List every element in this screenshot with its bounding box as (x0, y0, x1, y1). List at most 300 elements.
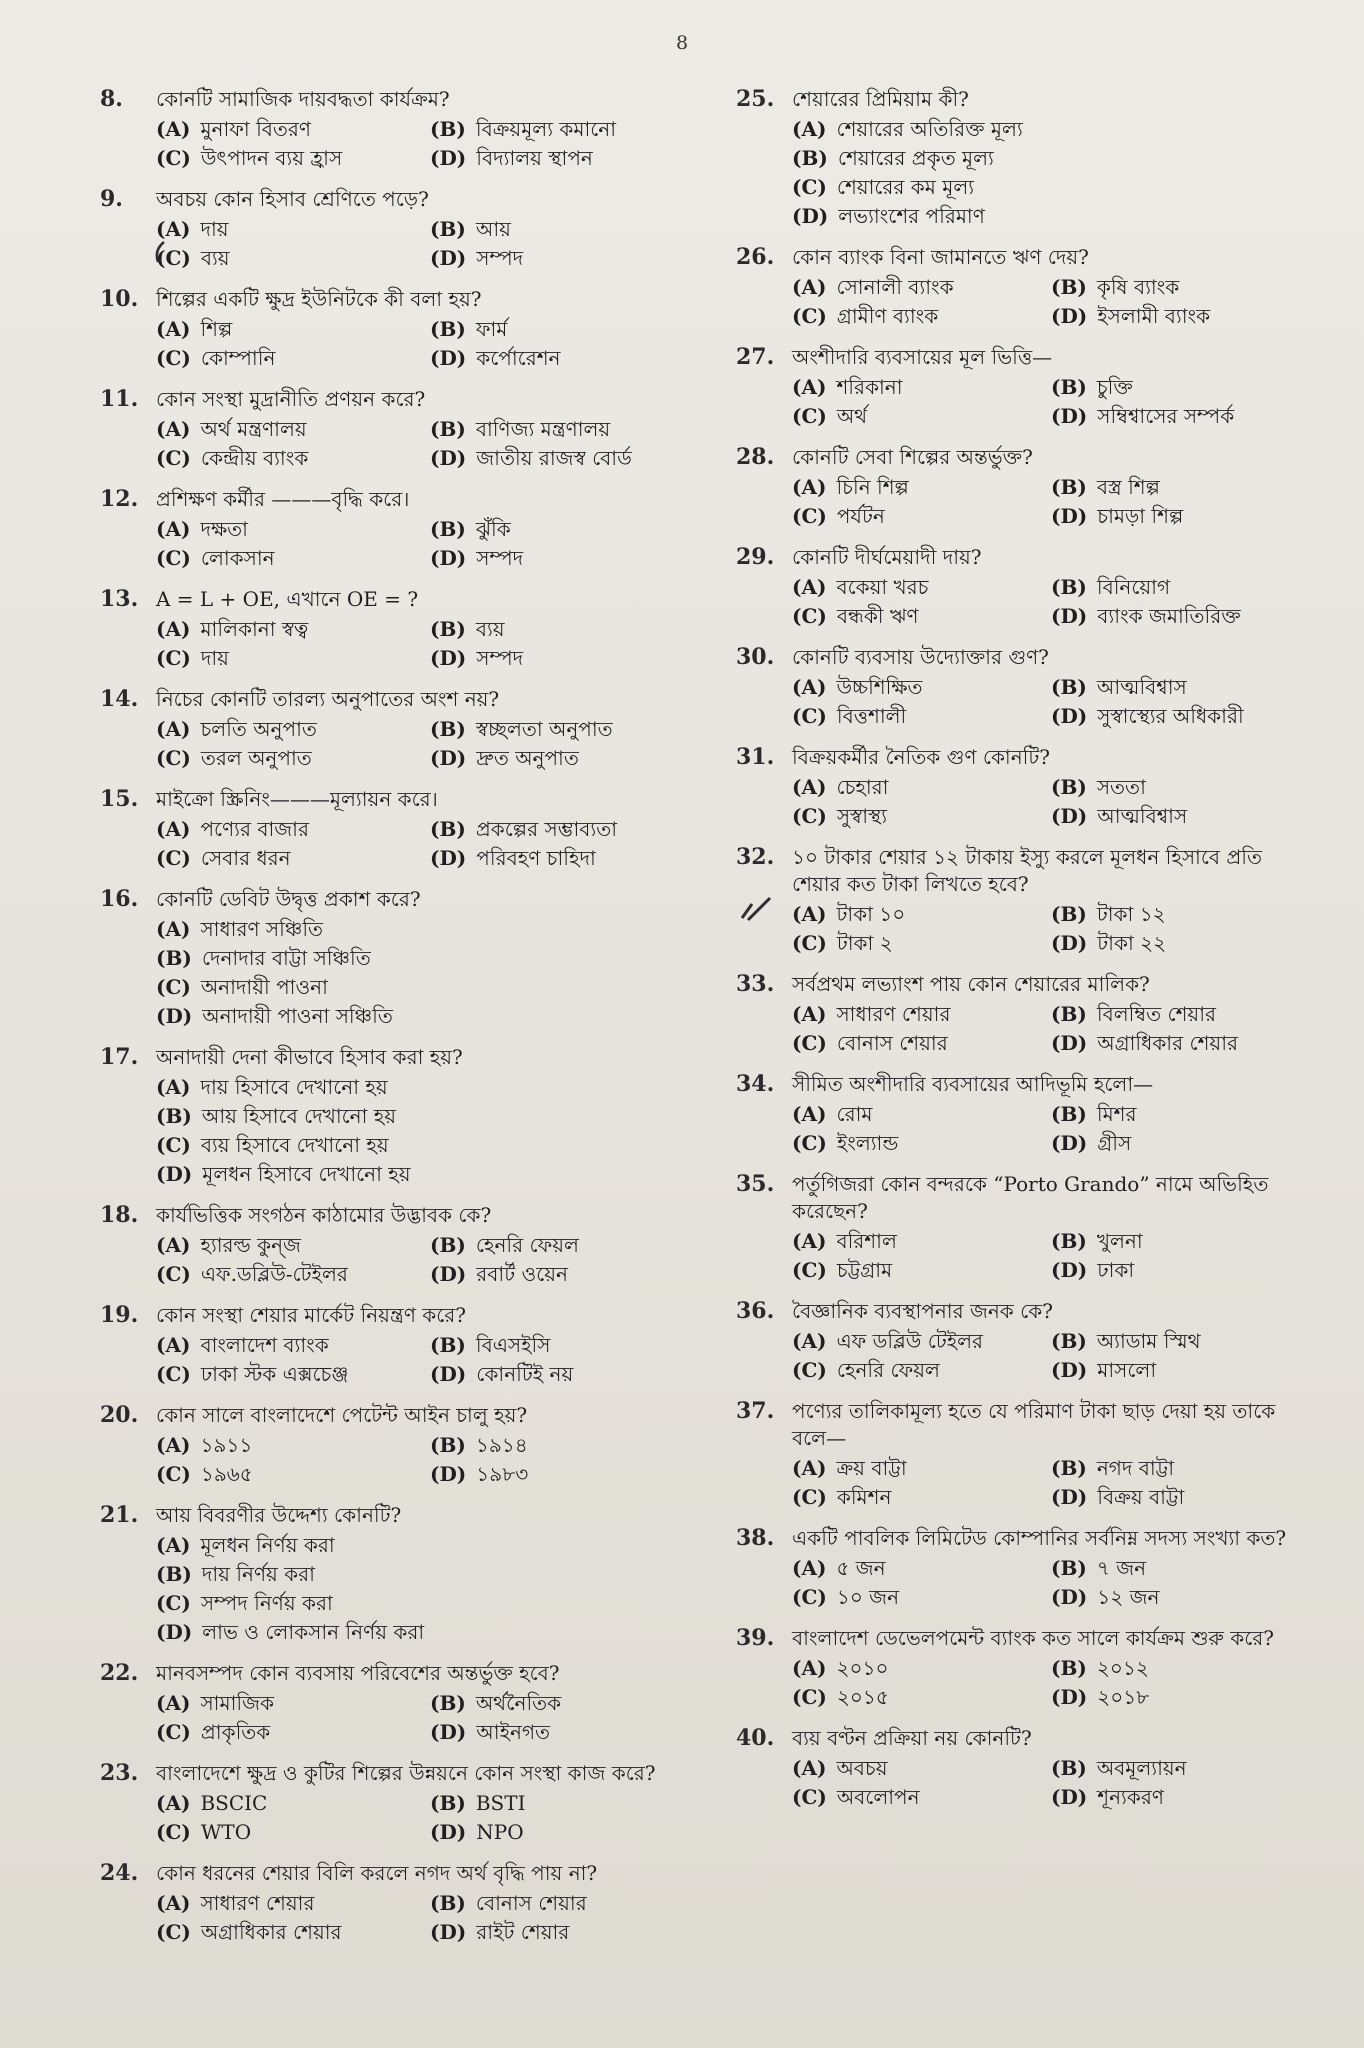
answer-option (430, 245, 690, 272)
answer-option (430, 116, 690, 143)
question-text: অনাদায়ী দেনা কীভাবে হিসাব করা হয়? (156, 1045, 463, 1069)
option-text: বিক্রয় বাট্টা (1097, 1485, 1185, 1509)
option-text: কমিশন (836, 1485, 892, 1509)
question-header (736, 1398, 1296, 1452)
question-header (736, 344, 1296, 371)
option-text: সম্পদ নির্ণয় করা (200, 1591, 333, 1615)
option-text: NPO (476, 1820, 524, 1844)
option-text: ১২ জন (1097, 1585, 1160, 1609)
question-header (100, 1402, 690, 1429)
option-letter: (A) (792, 117, 827, 141)
option-text: সোনালী ব্যাংক (836, 275, 954, 299)
option-text: দায় হিসাবে দেখানো হয় (200, 1075, 388, 1099)
answer-option (430, 616, 690, 643)
option-text: বন্ধকী ঋণ (836, 604, 919, 628)
answer-option (156, 1561, 690, 1588)
option-letter: (C) (156, 1133, 191, 1157)
option-letter: (A) (156, 117, 191, 141)
question-number: 18. (100, 1202, 139, 1228)
question-number: 36. (736, 1298, 775, 1324)
option-text: লোকসান (200, 546, 275, 570)
answer-option (430, 745, 690, 772)
option-text: বিত্তশালী (836, 704, 907, 728)
question-item (100, 1760, 690, 1846)
option-letter: (A) (792, 1329, 827, 1353)
answer-option (792, 1684, 1037, 1711)
option-letter: (C) (156, 1820, 191, 1844)
option-letter: (C) (792, 604, 827, 628)
option-letter: (B) (1051, 1556, 1087, 1580)
question-item (100, 86, 690, 172)
answer-option (1051, 374, 1296, 401)
option-text: প্রকল্পের সম্ভাব্যতা (475, 817, 618, 841)
question-text: বিক্রয়কর্মীর নৈতিক গুণ কোনটি? (792, 745, 1051, 769)
page-number: 8 (675, 32, 689, 54)
option-letter: (C) (792, 304, 827, 328)
option-letter: (A) (156, 517, 191, 541)
option-letter: (D) (430, 1720, 467, 1744)
question-text: বাংলাদেশ ডেভেলপমেন্ট ব্যাংক কত সালে কার্যক্রম শুরু করে? (792, 1626, 1274, 1650)
answer-option (156, 1819, 416, 1846)
option-letter: (D) (430, 1920, 467, 1944)
question-number: 27. (736, 344, 775, 370)
option-text: ২০১০ (836, 1656, 889, 1680)
option-list (156, 216, 690, 272)
option-letter: (C) (792, 704, 827, 728)
option-list (792, 774, 1296, 830)
answer-option (430, 645, 690, 672)
option-text: ক্রয় বাট্টা (836, 1456, 907, 1480)
option-text: অনাদায়ী পাওনা (200, 975, 328, 999)
answer-option (1051, 1101, 1296, 1128)
answer-option (430, 445, 690, 472)
answer-option (1051, 803, 1296, 830)
question-header (100, 1660, 690, 1687)
option-text: দায় (200, 646, 229, 670)
option-letter: (D) (1051, 1131, 1088, 1155)
option-letter: (C) (156, 1362, 191, 1386)
answer-option (156, 116, 416, 143)
option-text: মুনাফা বিতরণ (200, 117, 312, 141)
option-letter: (B) (430, 417, 466, 441)
option-list (792, 901, 1296, 957)
answer-option (792, 116, 1296, 143)
option-text: ১০ জন (836, 1585, 900, 1609)
answer-option (792, 901, 1037, 928)
question-number: 11. (100, 386, 139, 412)
option-letter: (C) (156, 546, 191, 570)
question-header (736, 444, 1296, 471)
option-letter: (C) (792, 1585, 827, 1609)
option-list (156, 1332, 690, 1388)
option-text: অনাদায়ী পাওনা সঞ্চিতি (202, 1004, 393, 1028)
option-letter: (A) (156, 1433, 191, 1457)
question-text: A = L + OE, এখানে OE = ? (156, 587, 419, 611)
option-letter: (B) (1051, 575, 1087, 599)
option-letter: (D) (1051, 1031, 1088, 1055)
option-text: ৭ জন (1096, 1556, 1147, 1580)
answer-option (792, 303, 1037, 330)
left-question-column (100, 86, 690, 1960)
question-text: কোনটি দীর্ঘমেয়াদী দায়? (792, 545, 982, 569)
answer-option (1051, 674, 1296, 701)
handwritten-tick-icon (150, 240, 172, 264)
answer-option (1051, 1357, 1296, 1384)
question-text: কোনটি সামাজিক দায়বদ্ধতা কার্যক্রম? (156, 87, 450, 111)
answer-option (430, 1719, 690, 1746)
answer-option (156, 1232, 416, 1259)
option-text: টাকা ১২ (1096, 902, 1166, 926)
option-list (156, 716, 690, 772)
option-text: অবচয় (836, 1756, 888, 1780)
answer-option (1051, 1328, 1296, 1355)
answer-option (430, 1261, 690, 1288)
question-text: একটি পাবলিক লিমিটেড কোম্পানির সর্বনিম্ন সদস্য সংখ্যা কত? (792, 1526, 1287, 1550)
option-text: ঢাকা স্টক এক্সচেঞ্জ (200, 1362, 349, 1386)
answer-option (156, 816, 416, 843)
question-text: পণ্যের তালিকামূল্য হতে যে পরিমাণ টাকা ছাড় দেয়া হয় তাকে বলে— (792, 1399, 1276, 1450)
option-letter: (D) (1051, 804, 1088, 828)
question-number: 28. (736, 444, 775, 470)
question-number: 17. (100, 1044, 139, 1070)
option-letter: (C) (156, 146, 191, 170)
question-item (736, 1525, 1296, 1611)
question-item (100, 586, 690, 672)
option-text: এফ ডব্লিউ টেইলর (836, 1329, 984, 1353)
answer-option (156, 345, 416, 372)
option-text: ইসলামী ব্যাংক (1097, 304, 1211, 328)
answer-option (430, 845, 690, 872)
option-letter: (A) (156, 1891, 191, 1915)
question-header (100, 586, 690, 613)
option-letter: (D) (1051, 304, 1088, 328)
question-header (736, 86, 1296, 113)
option-text: রাইট শেয়ার (476, 1920, 570, 1944)
option-list (792, 1555, 1296, 1611)
option-letter: (B) (430, 817, 466, 841)
answer-option (430, 716, 690, 743)
option-text: চিনি শিল্প (836, 475, 909, 499)
option-letter: (A) (156, 1791, 191, 1815)
question-item (736, 344, 1296, 430)
option-text: ঢাকা (1097, 1258, 1135, 1282)
option-letter: (B) (1051, 675, 1087, 699)
answer-option (1051, 1555, 1296, 1582)
option-letter: (C) (792, 804, 827, 828)
option-text: হেনরি ফেয়ল (475, 1233, 579, 1257)
question-number: 31. (736, 744, 775, 770)
question-header (100, 186, 690, 213)
answer-option (792, 374, 1037, 401)
option-letter: (A) (792, 775, 827, 799)
option-text: বিনিয়োগ (1096, 575, 1171, 599)
answer-option (792, 574, 1037, 601)
option-list (792, 574, 1296, 630)
option-letter: (B) (430, 1233, 466, 1257)
option-letter: (A) (156, 417, 191, 441)
option-text: BSCIC (200, 1791, 268, 1815)
question-header (100, 786, 690, 813)
option-letter: (D) (1051, 1258, 1088, 1282)
answer-option (156, 845, 416, 872)
question-item (100, 1402, 690, 1488)
option-list (156, 516, 690, 572)
answer-option (430, 1332, 690, 1359)
answer-option (430, 145, 690, 172)
question-number: 32. (736, 844, 775, 870)
answer-option (1051, 1455, 1296, 1482)
question-number: 22. (100, 1660, 139, 1686)
option-letter: (C) (792, 1785, 827, 1809)
answer-option (156, 616, 416, 643)
answer-option (792, 1555, 1037, 1582)
answer-option (430, 1461, 690, 1488)
answer-option (156, 216, 416, 243)
option-text: আয় (475, 217, 511, 241)
answer-option (156, 945, 690, 972)
option-letter: (B) (430, 1433, 466, 1457)
question-text: কোন সংস্থা শেয়ার মার্কেট নিয়ন্ত্রণ করে? (156, 1303, 467, 1327)
option-letter: (A) (156, 317, 191, 341)
question-item (736, 1625, 1296, 1711)
answer-option (156, 1919, 416, 1946)
option-text: সাধারণ শেয়ার (836, 1002, 951, 1026)
option-letter: (B) (1051, 1329, 1087, 1353)
option-list (156, 1432, 690, 1488)
option-letter: (B) (430, 217, 466, 241)
answer-option (1051, 1484, 1296, 1511)
option-letter: (D) (430, 1262, 467, 1286)
option-letter: (C) (156, 1720, 191, 1744)
option-text: বিএসইসি (475, 1333, 551, 1357)
option-letter: (A) (156, 617, 191, 641)
answer-option (156, 545, 416, 572)
option-text: জাতীয় রাজস্ব বোর্ড (476, 446, 632, 470)
answer-option (156, 1132, 690, 1159)
option-letter: (C) (156, 246, 191, 270)
option-text: চলতি অনুপাত (200, 717, 317, 741)
option-text: বস্ত্র শিল্প (1096, 475, 1160, 499)
answer-option (792, 503, 1037, 530)
option-list (792, 1755, 1296, 1811)
option-letter: (B) (1051, 475, 1087, 499)
question-text: কোনটি সেবা শিল্পের অন্তর্ভুক্ত? (792, 445, 1033, 469)
option-letter: (C) (156, 1591, 191, 1615)
option-text: গ্রীস (1097, 1131, 1132, 1155)
question-header (100, 686, 690, 713)
answer-option (156, 1619, 690, 1646)
option-text: ১৯১১ (200, 1433, 253, 1457)
answer-option (1051, 574, 1296, 601)
option-text: উৎপাদন ব্যয় হ্রাস (200, 146, 343, 170)
option-text: মূলধন হিসাবে দেখানো হয় (202, 1162, 411, 1186)
option-text: কর্পোরেশন (476, 346, 561, 370)
question-header (100, 1302, 690, 1329)
option-list (156, 816, 690, 872)
option-text: চুক্তি (1096, 375, 1133, 399)
question-number: 33. (736, 971, 775, 997)
answer-option (156, 1161, 690, 1188)
option-text: ইংল্যান্ড (836, 1131, 899, 1155)
answer-option (430, 345, 690, 372)
option-letter: (A) (792, 575, 827, 599)
question-item (736, 1298, 1296, 1384)
answer-option (1051, 1228, 1296, 1255)
answer-option (792, 174, 1296, 201)
option-letter: (A) (156, 1333, 191, 1357)
option-letter: (B) (1051, 1229, 1087, 1253)
option-text: কোনটিই নয় (476, 1362, 574, 1386)
question-header (100, 1860, 690, 1887)
option-letter: (A) (792, 1229, 827, 1253)
answer-option (792, 774, 1037, 801)
option-list (156, 1074, 690, 1188)
answer-option (430, 1432, 690, 1459)
option-text: সততা (1096, 775, 1146, 799)
option-text: শূন্যকরণ (1097, 1785, 1164, 1809)
option-letter: (B) (1051, 1756, 1087, 1780)
question-item (100, 486, 690, 572)
option-letter: (D) (430, 1820, 467, 1844)
answer-option (156, 916, 690, 943)
option-letter: (B) (156, 1104, 192, 1128)
option-text: বরিশাল (836, 1229, 897, 1253)
answer-option (1051, 1684, 1296, 1711)
answer-option (156, 1461, 416, 1488)
answer-option (430, 1819, 690, 1846)
option-text: আত্মবিশ্বাস (1096, 675, 1187, 699)
option-text: মিশর (1096, 1102, 1137, 1126)
option-letter: (D) (1051, 504, 1088, 528)
question-header (100, 486, 690, 513)
question-header (736, 644, 1296, 671)
option-list (792, 116, 1296, 230)
option-text: ব্যাংক জমাতিরিক্ত (1097, 604, 1241, 628)
question-number: 40. (736, 1725, 775, 1751)
answer-option (430, 416, 690, 443)
answer-option (156, 1719, 416, 1746)
question-header (100, 1044, 690, 1071)
option-text: চামড়া শিল্প (1097, 504, 1184, 528)
question-header (100, 1202, 690, 1229)
question-item (100, 386, 690, 472)
option-text: হ্যারল্ড কুন্জ (200, 1233, 301, 1257)
option-text: পরিবহণ চাহিদা (476, 846, 596, 870)
question-item (100, 1860, 690, 1946)
question-text: পর্তুগিজরা কোন বন্দরকে “Porto Grando” নামে অভিহিত করেছেন? (792, 1172, 1269, 1223)
option-letter: (B) (1051, 1002, 1087, 1026)
question-text: আয় বিবরণীর উদ্দেশ্য কোনটি? (156, 1503, 402, 1527)
option-text: হেনরি ফেয়ল (836, 1358, 940, 1382)
answer-option (792, 1784, 1037, 1811)
answer-option (792, 930, 1037, 957)
option-letter: (C) (156, 1462, 191, 1486)
answer-option (792, 403, 1037, 430)
option-text: শেয়ারের অতিরিক্ত মূল্য (836, 117, 1023, 141)
option-letter: (B) (430, 1333, 466, 1357)
option-letter: (A) (792, 1002, 827, 1026)
question-number: 37. (736, 1398, 775, 1424)
option-list (156, 916, 690, 1030)
option-letter: (D) (1051, 1685, 1088, 1709)
option-letter: (A) (792, 475, 827, 499)
question-header (736, 1298, 1296, 1325)
option-letter: (A) (792, 1102, 827, 1126)
answer-option (156, 1590, 690, 1617)
answer-option (792, 1584, 1037, 1611)
option-text: শেয়ারের কম মূল্য (836, 175, 975, 199)
option-text: মূলধন নির্ণয় করা (200, 1533, 335, 1557)
answer-option (1051, 901, 1296, 928)
option-letter: (C) (156, 975, 191, 999)
answer-option (430, 216, 690, 243)
question-number: 19. (100, 1302, 139, 1328)
option-text: এফ.ডব্লিউ-টেইলর (200, 1262, 348, 1286)
option-text: নগদ বাট্টা (1096, 1456, 1175, 1480)
option-letter: (C) (156, 1920, 191, 1944)
option-letter: (D) (1051, 1785, 1088, 1809)
question-item (100, 786, 690, 872)
option-text: অ্যাডাম স্মিথ (1096, 1329, 1201, 1353)
question-text: কোনটি ব্যবসায় উদ্যোক্তার গুণ? (792, 645, 1049, 669)
option-letter: (D) (430, 846, 467, 870)
answer-option (156, 145, 416, 172)
answer-option (792, 1484, 1037, 1511)
option-letter: (A) (156, 1691, 191, 1715)
question-header (736, 244, 1296, 271)
option-text: রোম (836, 1102, 873, 1126)
option-text: স্বচ্ছলতা অনুপাত (475, 717, 613, 741)
answer-option (792, 1257, 1037, 1284)
option-letter: (B) (430, 617, 466, 641)
question-header (100, 386, 690, 413)
option-text: কেন্দ্রীয় ব্যাংক (200, 446, 309, 470)
answer-option (1051, 703, 1296, 730)
answer-option (430, 1690, 690, 1717)
option-text: লভ্যাংশের পরিমাণ (838, 204, 985, 228)
question-text: কোনটি ডেবিট উদ্বৃত্ত প্রকাশ করে? (156, 887, 421, 911)
option-letter: (C) (792, 1685, 827, 1709)
option-list (156, 1232, 690, 1288)
right-question-column (736, 86, 1296, 1825)
option-text: উচ্চশিক্ষিত (836, 675, 923, 699)
option-text: ৫ জন (836, 1556, 886, 1580)
option-text: সম্পদ (476, 246, 524, 270)
option-text: ১৯১৪ (475, 1433, 528, 1457)
option-text: ২০১২ (1096, 1656, 1149, 1680)
answer-option (1051, 930, 1296, 957)
question-number: 24. (100, 1860, 139, 1886)
option-text: বোনাস শেয়ার (836, 1031, 948, 1055)
option-text: বাণিজ্য মন্ত্রণালয় (475, 417, 611, 441)
answer-option (156, 416, 416, 443)
option-text: শিল্প (200, 317, 233, 341)
option-text: তরল অনুপাত (200, 746, 312, 770)
answer-option (1051, 1257, 1296, 1284)
question-item (100, 1202, 690, 1288)
question-number: 23. (100, 1760, 139, 1786)
option-letter: (B) (1051, 902, 1087, 926)
option-text: শরিকানা (836, 375, 903, 399)
answer-option (156, 716, 416, 743)
answer-option (792, 1328, 1037, 1355)
option-letter: (B) (430, 317, 466, 341)
option-text: দেনাদার বাট্টা সঞ্চিতি (201, 946, 371, 970)
answer-option (792, 1455, 1037, 1482)
question-text: বৈজ্ঞানিক ব্যবস্থাপনার জনক কে? (792, 1299, 1053, 1323)
answer-option (1051, 274, 1296, 301)
option-text: আইনগত (476, 1720, 551, 1744)
